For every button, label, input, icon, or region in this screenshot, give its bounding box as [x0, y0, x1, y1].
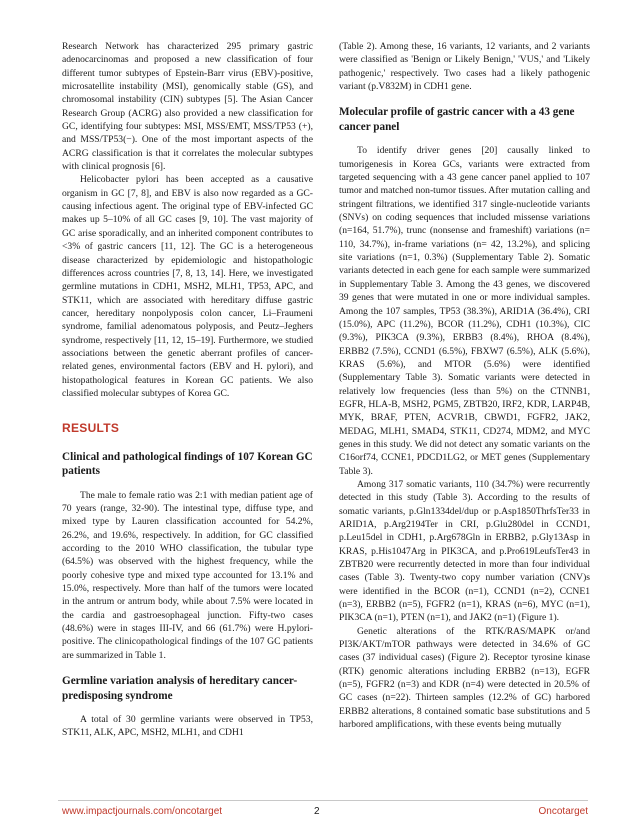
paragraph-acrg: Research Network has characterized 295 primary gastric adenocarcinomas and proposed a new classification of four different tumor subtypes of Epstein-Barr virus (EBV)-positive, microsatellite instability (MSI), genomically stable (GS), and chromosomal instability (CIN) subtypes [5]. The Asian Cancer Research Group (ACRG) also provided a new classification for GC, identifying four subtypes: MSI, MSS/EMT, MSS/TP53 (+), and MSS/TP53(−). One of the most important aspects of the ACRG classification is that it correlates the molecular subtypes with clinical prognosis [6]. [62, 41, 313, 173]
paragraph-table2: (Table 2). Among these, 16 variants, 12 variants, and 2 variants were classified as 'Benign or Likely Benign,' 'VUS,' and 'Likely pathogenic,' respectively. Two cases had a likely pathogenic variant (p.V832M) in CDH1 gene. [339, 41, 590, 93]
paragraph-helicobacter: Helicobacter pylori has been accepted as a causative organism in GC [7, 8], and EBV is also now regarded as a GC-causing infectious agent. The original type of EBV-infected GC makes up 5–10% of all GC cases [9, 10]. The vast majority of GC arise sporadically, and an inherited component contributes to <3% of gastric cancers [11, 12]. The GC is a heterogeneous disease characterized by epidemiologic and histopathologic differences across countries [7, 8, 13, 14]. Here, we investigated germline mutations in CDH1, MSH2, MLH1, TP53, APC, and STK11, which are associated with hereditary diffuse gastric cancer, hereditary nonpolyposis colon cancer, Li–Fraumeni syndrome, familial adenomatous polyposis, and Peutz–Jeghers syndrome, respectively [11, 12, 15–19]. Furthermore, we studied associations between the genetic aberrant profiles of cancer-related genes, environmental factors (EBV and H. pylori), and histopathological features in Korean GC patients. We also classified molecular subtypes of Korea GC. [62, 174, 313, 399]
results-heading: RESULTS [62, 421, 120, 436]
section-heading-molecular: Molecular profile of gastric cancer with a 43 gene cancer panel [339, 106, 575, 133]
section-heading-germline: Germline variation analysis of hereditary cancer-predisposing syndrome [62, 675, 298, 702]
paragraph-recurrent-variants: Among 317 somatic variants, 110 (34.7%) were recurrently detected in this study (Table 3). According to the results of somatic variants, p.Gln1334del/dup or p.Asp1850ThrfsTer33 in ARID1A, p.Arg2194Ter in CRI, p.Glu280del in CCND1, p.Leu15del in CDH1, p.Arg678Gln in ERBB2, p.Gly13Asp in KRAS, p.His1047Arg in PIK3CA, and p.Pro619LeufsTer43 in ZBTB20 were recurrently detected in more than four individual cases (Table 3). Twenty-two copy number variation (CNV)s were identified in the BCOR (n=1), CCND1 (n=2), CCNE1 (n=3), ERBB2 (n=5), FGFR2 (n=1), KRAS (n=6), MYC (n=1), PIK3CA (n=1), PTEN (n=1), and JAK2 (n=1) (Figure 1). [339, 478, 590, 624]
paragraph-clinical: The male to female ratio was 2:1 with median patient age of 70 years (range, 32-90). The intestinal type, diffuse type, and mixed type by Lauren classification accounted for 54.2%, 26.2%, and 19.6%, respectively. In addition, for GC classified according to the 2010 WHO classification, the tubular type (64.5%) was observed with the highest frequency, while the poorly cohesive type and mixed type accounted for 13.1% and 15.0%, respectively. More than half of the tumors were located in the antrum or antrum body, while about 7.5% were located in the cardia and gastroesophageal junction. Fifty-two cases (48.6%) were in stages III-IV, and 66 (61.7%) were H.pylori-positive. The clinicopathological findings of the 107 GC patients are summarized in Table 1. [62, 489, 313, 661]
page-number: 2 [314, 806, 320, 817]
right-column [339, 40, 590, 732]
footer-journal-name: Oncotarget [538, 806, 588, 817]
footer-divider [58, 800, 588, 801]
paragraph-driver-genes: To identify driver genes [20] causally linked to tumorigenesis in Korea GCs, variants were extracted from targeted sequencing with a 43 gene cancer panel applied to 107 tumor and matched non-tumor tissues. After mutation calling and stringent filtrations, we identified 317 single-nucleotide variants (SNVs) on coding sequences that included missense variations (n=164, 51.7%), trunc (nonsense and frameshift) variations (n= 110, 34.7%), in-frame variations (n= 42, 13.2%), and splicing site variations (n=1, 0.3%) (Supplementary Table 2). Somatic variants detected in each gene for each sample were summarized in Supplementary Table 3. Among the 43 genes, we discovered 39 genes that were mutated in one or more individual samples. Among the 107 samples, TP53 (38.3%), ARID1A (36.4%), CRI (15.0%), APC (11.2%), BCOR (11.2%), CDH1 (10.3%), CIC (9.3%), PIK3CA (9.3%), ERBB3 (8.4%), RHOA (8.4%), ERBB2 (7.5%), CCND1 (6.5%), FBXW7 (6.5%), ALK (5.6%), KRAS (5.6%), and MTOR (5.6%) were identified (Supplementary Table 3). Somatic variants were detected in relatively low frequencies (less than 5%) on the CTNNB1, EGFR, HLA-B, MSH2, PGM5, ZBTB20, IRF2, KDR, LARP4B, MYK, BRAF, PTEN, ACVR1B, CBWD1, FGFR2, JAK2, MEDAG, MLH1, SMAD4, STK11, CD274, MDM2, and MYC genes in this study. We did not detect any somatic variants on the C16orf74, CCNE1, PDCD1LG2, or MET genes (Supplementary Table 3). [339, 145, 590, 477]
section-heading-clinical: Clinical and pathological findings of 107 Korean GC patients [62, 450, 313, 478]
paragraph-germline: A total of 30 germline variants were observed in TP53, STK11, ALK, APC, MSH2, MLH1, and CDH1 [62, 714, 313, 739]
paragraph-pathways: Genetic alterations of the RTK/RAS/MAPK or/and PI3K/AKT/mTOR pathways were detected in 34.6% of GC cases (37 individual cases) (Figure 2). Receptor tyrosine kinase (RTK) genomic alterations including ERBB2 (n=13), EGFR (n=5), FGFR2 (n=3) and KDR (n=4) were detected in 20.5% of GC cases (n=22). Thirteen samples (12.2% of GC) harbored ERBB2 alterations, 8 contained somatic base substitutions and 5 harbored amplifications, with these events being mutually [339, 625, 590, 731]
left-column [62, 40, 313, 740]
footer-journal-url[interactable]: www.impactjournals.com/oncotarget [62, 806, 223, 817]
